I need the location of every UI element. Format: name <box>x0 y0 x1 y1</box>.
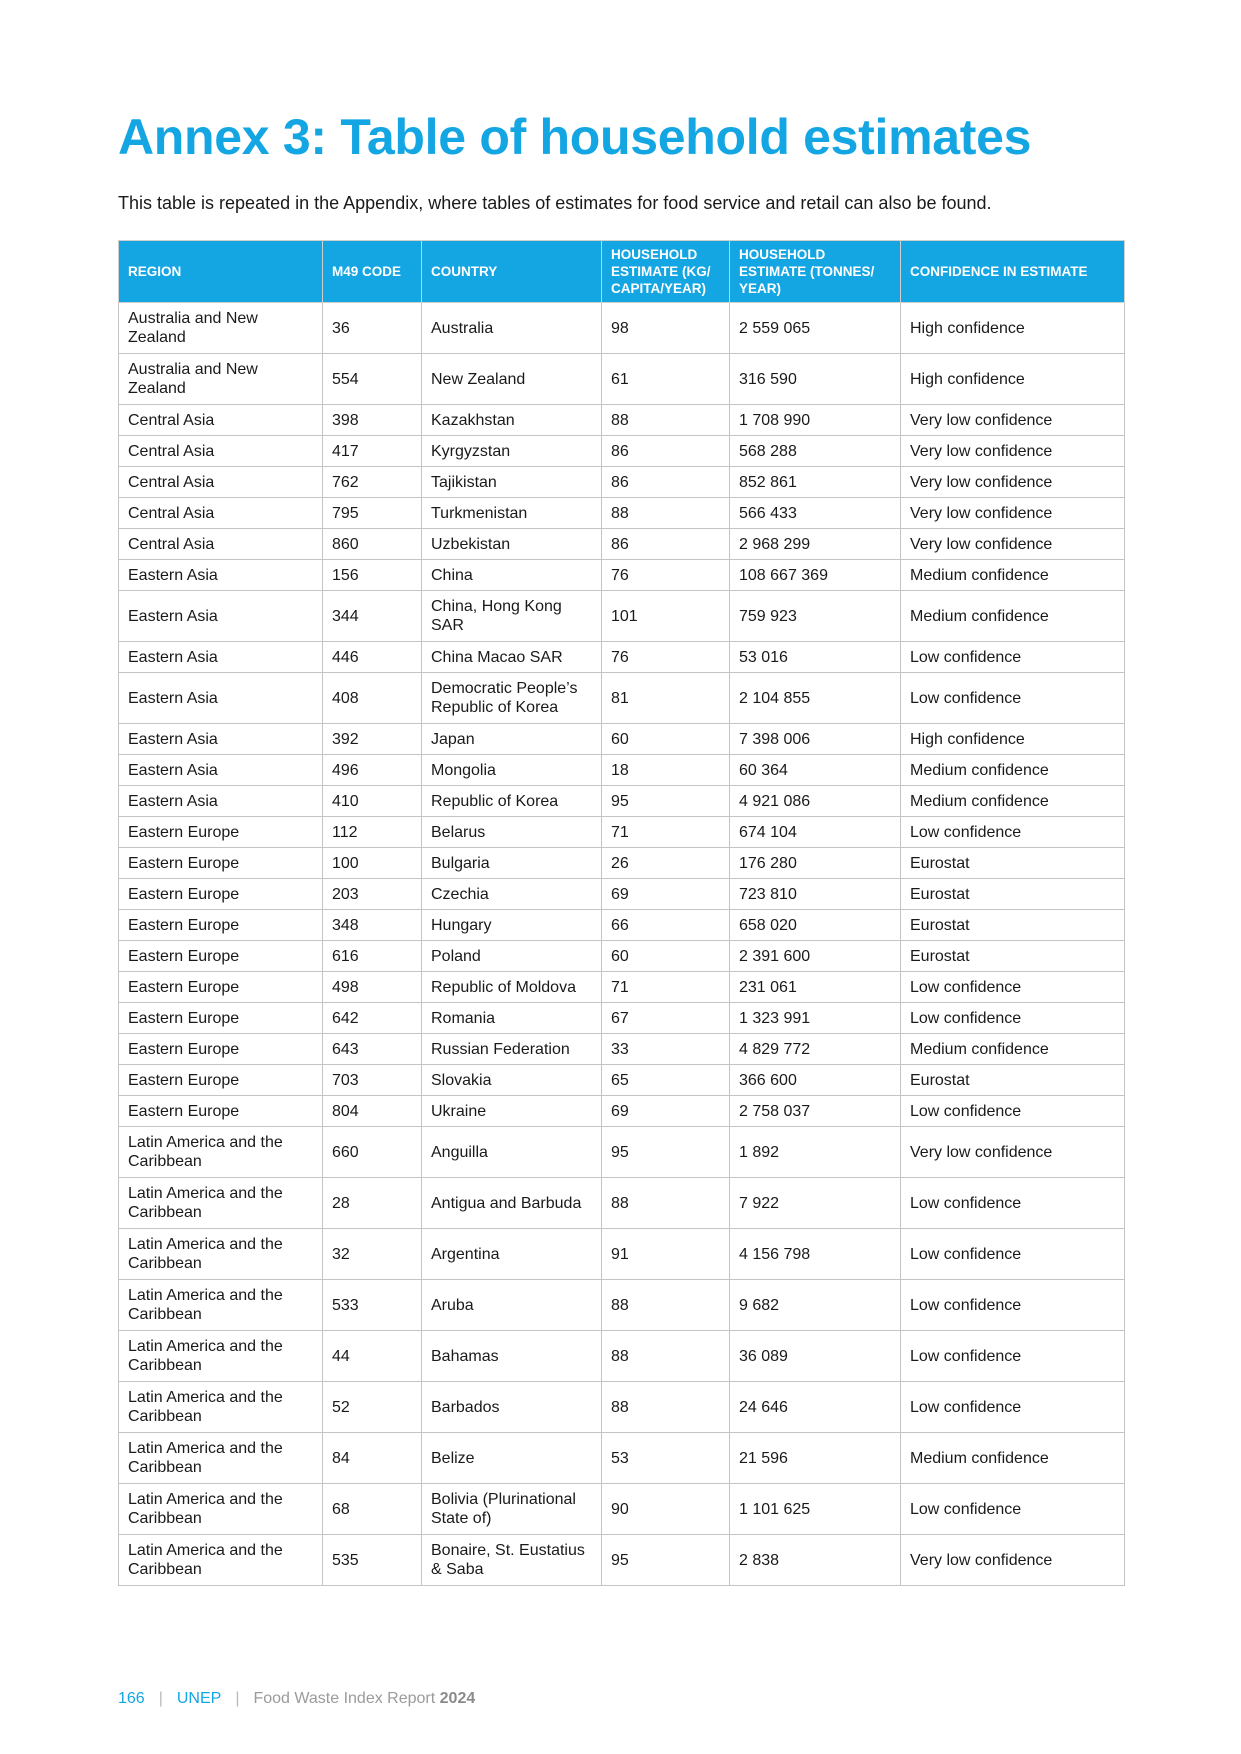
cell-m49-code: 860 <box>323 529 422 560</box>
cell-m49-code: 32 <box>323 1229 422 1280</box>
cell-country: Australia <box>422 303 602 354</box>
cell-region: Latin America and the Caribbean <box>119 1484 323 1535</box>
cell-household-tonnes: 176 280 <box>730 848 901 879</box>
cell-region: Latin America and the Caribbean <box>119 1178 323 1229</box>
cell-m49-code: 84 <box>323 1433 422 1484</box>
cell-country: Antigua and Barbuda <box>422 1178 602 1229</box>
cell-m49-code: 344 <box>323 591 422 642</box>
cell-m49-code: 100 <box>323 848 422 879</box>
cell-m49-code: 660 <box>323 1127 422 1178</box>
cell-country: Mongolia <box>422 755 602 786</box>
cell-household-kg: 71 <box>602 817 730 848</box>
cell-household-kg: 88 <box>602 1178 730 1229</box>
table-row <box>119 1096 1125 1127</box>
cell-m49-code: 804 <box>323 1096 422 1127</box>
table-row <box>119 879 1125 910</box>
cell-household-tonnes: 2 838 <box>730 1535 901 1586</box>
page-footer <box>118 1690 475 1708</box>
cell-confidence: Medium confidence <box>901 1034 1125 1065</box>
cell-region: Eastern Europe <box>119 1003 323 1034</box>
cell-household-tonnes: 9 682 <box>730 1280 901 1331</box>
cell-confidence: Low confidence <box>901 673 1125 724</box>
cell-m49-code: 554 <box>323 354 422 405</box>
cell-country: Kyrgyzstan <box>422 436 602 467</box>
cell-household-kg: 69 <box>602 1096 730 1127</box>
cell-household-kg: 95 <box>602 786 730 817</box>
cell-confidence: Medium confidence <box>901 1433 1125 1484</box>
cell-household-tonnes: 674 104 <box>730 817 901 848</box>
cell-region: Eastern Europe <box>119 910 323 941</box>
cell-country: Democratic People’s Republic of Korea <box>422 673 602 724</box>
cell-household-tonnes: 4 829 772 <box>730 1034 901 1065</box>
cell-household-tonnes: 53 016 <box>730 642 901 673</box>
cell-region: Latin America and the Caribbean <box>119 1331 323 1382</box>
cell-household-kg: 90 <box>602 1484 730 1535</box>
cell-region: Latin America and the Caribbean <box>119 1229 323 1280</box>
cell-household-tonnes: 568 288 <box>730 436 901 467</box>
cell-household-kg: 86 <box>602 467 730 498</box>
table-row <box>119 560 1125 591</box>
cell-region: Eastern Asia <box>119 591 323 642</box>
page-title: Annex 3: Table of household estimates <box>118 109 1032 165</box>
cell-confidence: Low confidence <box>901 1003 1125 1034</box>
cell-region: Eastern Europe <box>119 1065 323 1096</box>
cell-country: Bolivia (Plurinational State of) <box>422 1484 602 1535</box>
table-row <box>119 354 1125 405</box>
cell-country: Poland <box>422 941 602 972</box>
cell-household-kg: 76 <box>602 642 730 673</box>
cell-country: Ukraine <box>422 1096 602 1127</box>
cell-confidence: Medium confidence <box>901 591 1125 642</box>
cell-m49-code: 203 <box>323 879 422 910</box>
cell-country: Bulgaria <box>422 848 602 879</box>
cell-country: China <box>422 560 602 591</box>
header-confidence: CONFIDENCE IN ESTIMATE <box>901 241 1125 303</box>
cell-confidence: Very low confidence <box>901 529 1125 560</box>
table-row <box>119 642 1125 673</box>
cell-household-kg: 98 <box>602 303 730 354</box>
table-row <box>119 755 1125 786</box>
cell-country: Anguilla <box>422 1127 602 1178</box>
cell-m49-code: 36 <box>323 303 422 354</box>
table-row <box>119 817 1125 848</box>
cell-m49-code: 616 <box>323 941 422 972</box>
cell-household-tonnes: 7 398 006 <box>730 724 901 755</box>
cell-confidence: Very low confidence <box>901 436 1125 467</box>
cell-m49-code: 28 <box>323 1178 422 1229</box>
cell-region: Latin America and the Caribbean <box>119 1280 323 1331</box>
cell-confidence: Very low confidence <box>901 1127 1125 1178</box>
cell-household-kg: 71 <box>602 972 730 1003</box>
cell-m49-code: 68 <box>323 1484 422 1535</box>
cell-m49-code: 44 <box>323 1331 422 1382</box>
table-row <box>119 848 1125 879</box>
cell-confidence: Eurostat <box>901 879 1125 910</box>
cell-region: Eastern Asia <box>119 755 323 786</box>
cell-household-kg: 81 <box>602 673 730 724</box>
header-country: COUNTRY <box>422 241 602 303</box>
cell-region: Latin America and the Caribbean <box>119 1433 323 1484</box>
table-row <box>119 591 1125 642</box>
cell-household-tonnes: 231 061 <box>730 972 901 1003</box>
cell-confidence: Low confidence <box>901 1096 1125 1127</box>
cell-confidence: Low confidence <box>901 1229 1125 1280</box>
cell-region: Eastern Europe <box>119 972 323 1003</box>
cell-household-tonnes: 2 391 600 <box>730 941 901 972</box>
cell-m49-code: 348 <box>323 910 422 941</box>
page-number: 166 <box>118 1690 145 1707</box>
cell-confidence: Low confidence <box>901 1484 1125 1535</box>
table-row <box>119 724 1125 755</box>
cell-region: Central Asia <box>119 405 323 436</box>
table-row <box>119 303 1125 354</box>
cell-m49-code: 762 <box>323 467 422 498</box>
cell-m49-code: 535 <box>323 1535 422 1586</box>
cell-m49-code: 417 <box>323 436 422 467</box>
cell-m49-code: 398 <box>323 405 422 436</box>
table-row <box>119 910 1125 941</box>
table-row <box>119 786 1125 817</box>
cell-household-tonnes: 36 089 <box>730 1331 901 1382</box>
footer-separator: | <box>235 1690 240 1707</box>
cell-country: Czechia <box>422 879 602 910</box>
cell-confidence: Low confidence <box>901 1178 1125 1229</box>
cell-confidence: Low confidence <box>901 972 1125 1003</box>
footer-separator: | <box>158 1690 163 1707</box>
cell-region: Eastern Europe <box>119 1034 323 1065</box>
cell-household-kg: 95 <box>602 1535 730 1586</box>
table-row <box>119 1127 1125 1178</box>
cell-country: Turkmenistan <box>422 498 602 529</box>
header-household-tonnes: HOUSEHOLD ESTIMATE (TONNES/ YEAR) <box>730 241 901 303</box>
cell-household-kg: 86 <box>602 529 730 560</box>
cell-household-kg: 88 <box>602 405 730 436</box>
table-row <box>119 1280 1125 1331</box>
cell-country: Japan <box>422 724 602 755</box>
cell-region: Central Asia <box>119 498 323 529</box>
table-row <box>119 436 1125 467</box>
table-row <box>119 1484 1125 1535</box>
cell-region: Eastern Asia <box>119 560 323 591</box>
cell-household-tonnes: 316 590 <box>730 354 901 405</box>
cell-household-tonnes: 21 596 <box>730 1433 901 1484</box>
cell-household-kg: 67 <box>602 1003 730 1034</box>
cell-m49-code: 533 <box>323 1280 422 1331</box>
cell-m49-code: 408 <box>323 673 422 724</box>
cell-confidence: Medium confidence <box>901 786 1125 817</box>
cell-household-kg: 95 <box>602 1127 730 1178</box>
cell-region: Australia and New Zealand <box>119 354 323 405</box>
cell-confidence: Very low confidence <box>901 467 1125 498</box>
footer-year: 2024 <box>439 1690 476 1707</box>
cell-country: Bonaire, St. Eustatius & Saba <box>422 1535 602 1586</box>
cell-m49-code: 642 <box>323 1003 422 1034</box>
table-header-row <box>119 241 1125 303</box>
cell-region: Eastern Europe <box>119 941 323 972</box>
table-row <box>119 1003 1125 1034</box>
table-row <box>119 1382 1125 1433</box>
cell-country: Russian Federation <box>422 1034 602 1065</box>
table-row <box>119 467 1125 498</box>
cell-country: Belarus <box>422 817 602 848</box>
cell-household-tonnes: 1 323 991 <box>730 1003 901 1034</box>
cell-confidence: Low confidence <box>901 1382 1125 1433</box>
cell-region: Australia and New Zealand <box>119 303 323 354</box>
cell-confidence: Low confidence <box>901 1280 1125 1331</box>
cell-household-tonnes: 2 758 037 <box>730 1096 901 1127</box>
cell-country: Republic of Moldova <box>422 972 602 1003</box>
cell-region: Eastern Europe <box>119 848 323 879</box>
cell-household-tonnes: 108 667 369 <box>730 560 901 591</box>
cell-country: China Macao SAR <box>422 642 602 673</box>
cell-household-kg: 86 <box>602 436 730 467</box>
cell-household-kg: 101 <box>602 591 730 642</box>
table-row <box>119 1034 1125 1065</box>
header-m49-code: M49 CODE <box>323 241 422 303</box>
cell-confidence: Medium confidence <box>901 755 1125 786</box>
cell-country: New Zealand <box>422 354 602 405</box>
cell-m49-code: 52 <box>323 1382 422 1433</box>
table-row <box>119 1535 1125 1586</box>
cell-region: Central Asia <box>119 436 323 467</box>
cell-m49-code: 643 <box>323 1034 422 1065</box>
cell-m49-code: 392 <box>323 724 422 755</box>
cell-household-tonnes: 2 104 855 <box>730 673 901 724</box>
table-row <box>119 405 1125 436</box>
cell-confidence: Eurostat <box>901 1065 1125 1096</box>
cell-confidence: Very low confidence <box>901 1535 1125 1586</box>
cell-region: Latin America and the Caribbean <box>119 1382 323 1433</box>
cell-household-tonnes: 7 922 <box>730 1178 901 1229</box>
cell-household-kg: 88 <box>602 1382 730 1433</box>
cell-country: Uzbekistan <box>422 529 602 560</box>
cell-country: Barbados <box>422 1382 602 1433</box>
cell-m49-code: 410 <box>323 786 422 817</box>
table-row <box>119 1178 1125 1229</box>
table-body <box>119 303 1125 1586</box>
cell-household-tonnes: 2 559 065 <box>730 303 901 354</box>
cell-region: Central Asia <box>119 529 323 560</box>
household-estimates-table <box>118 240 1125 1586</box>
table-row <box>119 1433 1125 1484</box>
cell-household-tonnes: 723 810 <box>730 879 901 910</box>
cell-region: Eastern Asia <box>119 642 323 673</box>
cell-confidence: Medium confidence <box>901 560 1125 591</box>
cell-confidence: Very low confidence <box>901 498 1125 529</box>
cell-m49-code: 446 <box>323 642 422 673</box>
table-row <box>119 1229 1125 1280</box>
table-row <box>119 972 1125 1003</box>
cell-household-tonnes: 1 101 625 <box>730 1484 901 1535</box>
table-row <box>119 1065 1125 1096</box>
cell-m49-code: 795 <box>323 498 422 529</box>
cell-region: Eastern Asia <box>119 724 323 755</box>
cell-household-kg: 88 <box>602 1331 730 1382</box>
cell-household-tonnes: 852 861 <box>730 467 901 498</box>
cell-country: Hungary <box>422 910 602 941</box>
table-row <box>119 529 1125 560</box>
cell-confidence: Low confidence <box>901 642 1125 673</box>
table-row <box>119 941 1125 972</box>
cell-region: Eastern Asia <box>119 786 323 817</box>
cell-household-tonnes: 658 020 <box>730 910 901 941</box>
cell-country: Kazakhstan <box>422 405 602 436</box>
cell-confidence: Low confidence <box>901 1331 1125 1382</box>
cell-country: China, Hong Kong SAR <box>422 591 602 642</box>
table-row <box>119 498 1125 529</box>
cell-household-kg: 60 <box>602 941 730 972</box>
footer-report-name: Food Waste Index Report <box>253 1690 436 1707</box>
table-row <box>119 673 1125 724</box>
cell-country: Republic of Korea <box>422 786 602 817</box>
cell-household-kg: 65 <box>602 1065 730 1096</box>
cell-region: Eastern Europe <box>119 817 323 848</box>
table-row <box>119 1331 1125 1382</box>
cell-m49-code: 498 <box>323 972 422 1003</box>
cell-household-kg: 33 <box>602 1034 730 1065</box>
cell-household-tonnes: 566 433 <box>730 498 901 529</box>
cell-household-kg: 18 <box>602 755 730 786</box>
cell-household-tonnes: 1 708 990 <box>730 405 901 436</box>
cell-confidence: Low confidence <box>901 817 1125 848</box>
cell-household-tonnes: 759 923 <box>730 591 901 642</box>
header-household-kg: HOUSEHOLD ESTIMATE (KG/ CAPITA/YEAR) <box>602 241 730 303</box>
cell-household-tonnes: 4 921 086 <box>730 786 901 817</box>
cell-confidence: High confidence <box>901 303 1125 354</box>
cell-region: Eastern Asia <box>119 673 323 724</box>
intro-text: This table is repeated in the Appendix, where tables of estimates for food service and retail can also be found. <box>118 193 992 213</box>
cell-household-kg: 88 <box>602 498 730 529</box>
cell-household-tonnes: 60 364 <box>730 755 901 786</box>
cell-confidence: Eurostat <box>901 910 1125 941</box>
cell-country: Argentina <box>422 1229 602 1280</box>
cell-household-tonnes: 1 892 <box>730 1127 901 1178</box>
cell-household-kg: 26 <box>602 848 730 879</box>
cell-household-kg: 66 <box>602 910 730 941</box>
header-region: REGION <box>119 241 323 303</box>
cell-confidence: High confidence <box>901 354 1125 405</box>
cell-household-kg: 76 <box>602 560 730 591</box>
cell-country: Romania <box>422 1003 602 1034</box>
cell-household-kg: 88 <box>602 1280 730 1331</box>
cell-region: Eastern Europe <box>119 1096 323 1127</box>
cell-household-kg: 53 <box>602 1433 730 1484</box>
cell-household-tonnes: 2 968 299 <box>730 529 901 560</box>
cell-region: Latin America and the Caribbean <box>119 1127 323 1178</box>
cell-confidence: Eurostat <box>901 941 1125 972</box>
cell-household-tonnes: 366 600 <box>730 1065 901 1096</box>
cell-region: Latin America and the Caribbean <box>119 1535 323 1586</box>
cell-country: Aruba <box>422 1280 602 1331</box>
cell-confidence: High confidence <box>901 724 1125 755</box>
cell-household-tonnes: 4 156 798 <box>730 1229 901 1280</box>
footer-org: UNEP <box>176 1690 222 1707</box>
cell-household-kg: 91 <box>602 1229 730 1280</box>
cell-country: Bahamas <box>422 1331 602 1382</box>
cell-region: Eastern Europe <box>119 879 323 910</box>
cell-m49-code: 703 <box>323 1065 422 1096</box>
cell-m49-code: 496 <box>323 755 422 786</box>
cell-country: Slovakia <box>422 1065 602 1096</box>
cell-household-tonnes: 24 646 <box>730 1382 901 1433</box>
cell-confidence: Eurostat <box>901 848 1125 879</box>
cell-m49-code: 156 <box>323 560 422 591</box>
cell-confidence: Very low confidence <box>901 405 1125 436</box>
cell-m49-code: 112 <box>323 817 422 848</box>
cell-household-kg: 69 <box>602 879 730 910</box>
cell-country: Belize <box>422 1433 602 1484</box>
cell-region: Central Asia <box>119 467 323 498</box>
cell-household-kg: 60 <box>602 724 730 755</box>
cell-household-kg: 61 <box>602 354 730 405</box>
cell-country: Tajikistan <box>422 467 602 498</box>
